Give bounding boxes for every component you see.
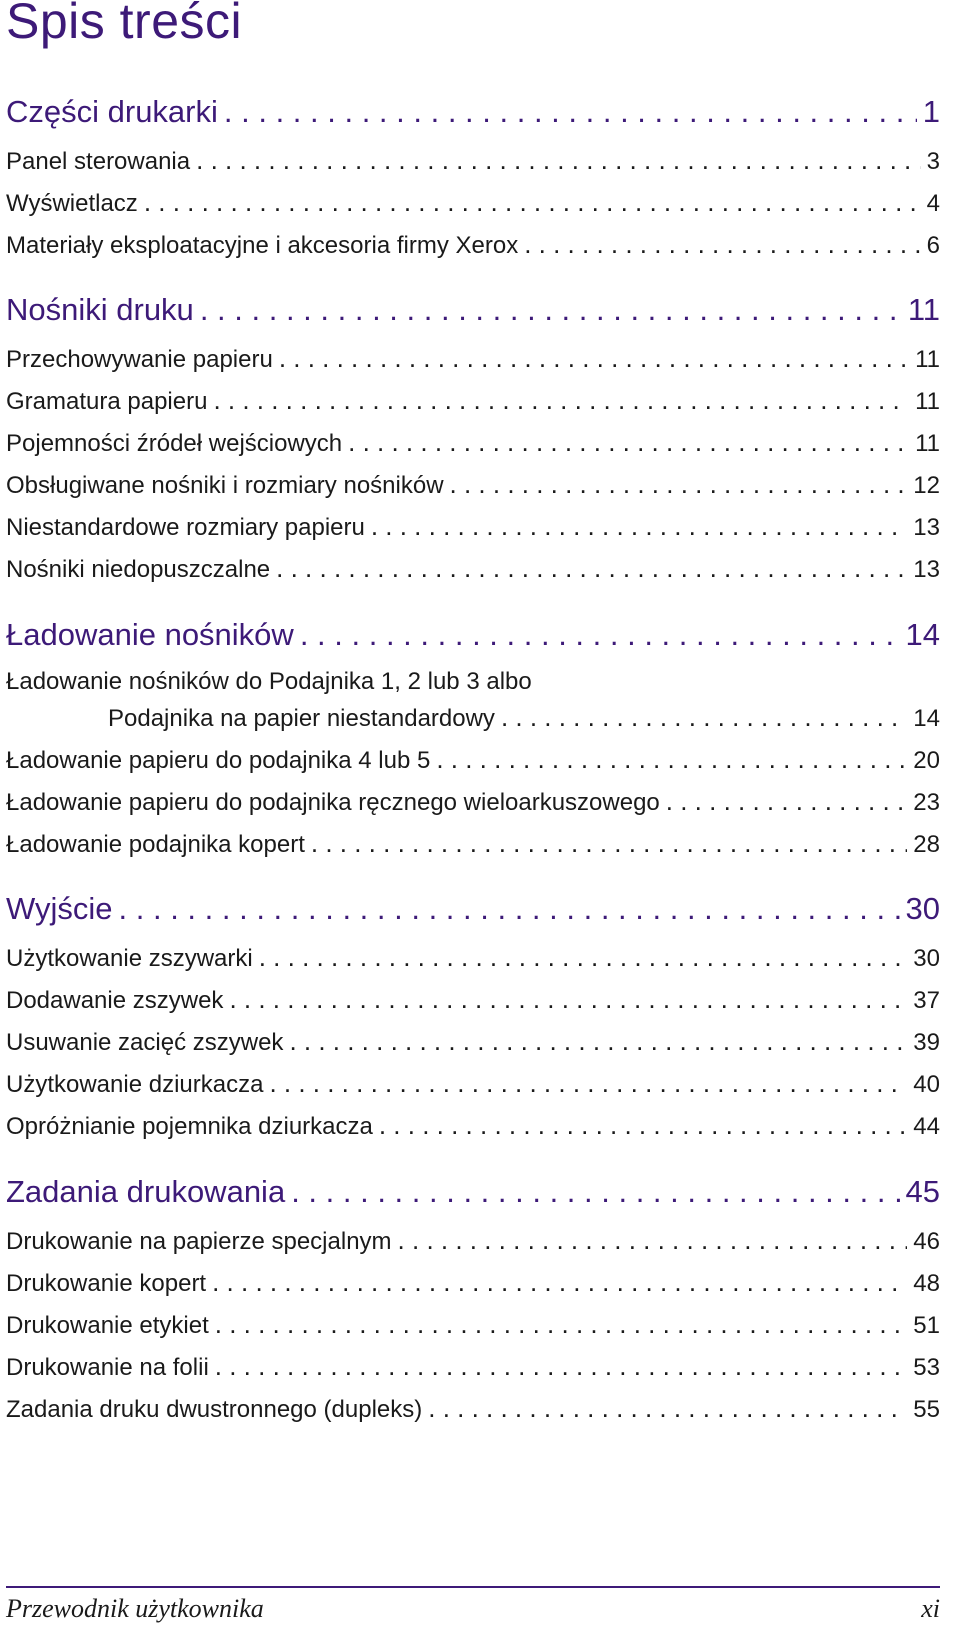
dot-leader	[279, 343, 909, 374]
dot-leader	[524, 229, 920, 260]
toc-entry-label: Niestandardowe rozmiary papieru	[6, 514, 365, 541]
toc-page-number: 30	[905, 891, 940, 926]
toc-entry-label: Drukowanie na folii	[6, 1354, 209, 1381]
footer-document-title: Przewodnik użytkownika	[6, 1594, 264, 1623]
toc-entry-wyswietlacz[interactable]	[6, 187, 940, 218]
toc-chapter-label: Wyjście	[6, 891, 113, 926]
toc-entry-oproznianie-pojemnika[interactable]	[6, 1110, 940, 1141]
dot-leader	[371, 511, 907, 542]
dot-leader	[311, 828, 907, 859]
toc-entry-label: Drukowanie etykiet	[6, 1312, 209, 1339]
toc-entry-uzytkowanie-zszywarki[interactable]	[6, 942, 940, 973]
toc-page-number: 23	[913, 789, 940, 816]
toc-page-number: 11	[915, 346, 940, 373]
toc-entry-dodawanie-zszywek[interactable]	[6, 984, 940, 1015]
toc-page-number: 48	[913, 1270, 940, 1297]
toc-entry-drukowanie-na-folii[interactable]	[6, 1351, 940, 1382]
dot-leader	[213, 385, 909, 416]
dot-leader	[300, 617, 900, 653]
toc-entry-label-line1[interactable]: Ładowanie nośników do Podajnika 1, 2 lub 3 albo	[6, 668, 532, 695]
toc-entry-drukowanie-kopert[interactable]	[6, 1267, 940, 1298]
dot-leader	[144, 187, 921, 218]
toc-page-number: 30	[913, 945, 940, 972]
toc-entry-usuwanie-zaciec[interactable]	[6, 1026, 940, 1057]
toc-entry-label: Drukowanie na papierze specjalnym	[6, 1228, 392, 1255]
toc-page-number: 40	[913, 1071, 940, 1098]
toc-entry-obslugiwane-nosniki[interactable]	[6, 469, 940, 500]
dot-leader	[450, 469, 908, 500]
toc-page-number: 51	[913, 1312, 940, 1339]
toc-entry-panel-sterowania[interactable]	[6, 145, 940, 176]
toc-chapter-label: Ładowanie nośników	[6, 617, 294, 652]
toc-chapter-nosniki-druku[interactable]	[6, 292, 940, 328]
toc-entry-label: Nośniki niedopuszczalne	[6, 556, 271, 583]
toc-page-number: 14	[913, 705, 940, 732]
toc-page-number: 53	[913, 1354, 940, 1381]
toc-entry-label: Opróżnianie pojemnika dziurkacza	[6, 1113, 373, 1140]
dot-leader	[224, 94, 917, 130]
toc-entry-label-line2: Podajnika na papier niestandardowy	[108, 705, 495, 732]
toc-chapter-label: Nośniki druku	[6, 292, 194, 327]
dot-leader	[289, 1026, 907, 1057]
dot-leader	[379, 1110, 907, 1141]
toc-entry-ladowanie-podajnika-kopert[interactable]	[6, 828, 940, 859]
toc-entry-nosniki-niedopuszczalne[interactable]	[6, 553, 940, 584]
toc-entry-label: Przechowywanie papieru	[6, 346, 273, 373]
toc-page-number: 3	[926, 148, 940, 175]
toc-page-number: 13	[913, 556, 940, 583]
toc-entry-label: Użytkowanie dziurkacza	[6, 1071, 264, 1098]
dot-leader	[501, 702, 907, 733]
toc-entry-materialy-eksploatacyjne[interactable]	[6, 229, 940, 260]
toc-entry-label: Użytkowanie zszywarki	[6, 945, 253, 972]
toc-entry-label: Ładowanie podajnika kopert	[6, 831, 305, 858]
toc-entry-zadania-druku-dwustronnego[interactable]	[6, 1393, 940, 1424]
toc-page-number: 14	[905, 617, 940, 652]
toc-entry-ladowanie-podajnika-4-5[interactable]	[6, 744, 940, 775]
toc-page-number: 39	[913, 1029, 940, 1056]
dot-leader	[428, 1393, 907, 1424]
dot-leader	[229, 984, 907, 1015]
dot-leader	[196, 145, 921, 176]
toc-page-number: 11	[907, 292, 940, 327]
toc-page-number: 12	[913, 472, 940, 499]
dot-leader	[200, 292, 902, 328]
toc-entry-label: Wyświetlacz	[6, 190, 138, 217]
dot-leader	[398, 1225, 908, 1256]
toc-page-number: 46	[913, 1228, 940, 1255]
dot-leader	[269, 1068, 907, 1099]
toc-page-number: 20	[913, 747, 940, 774]
toc-entry-niestandardowe-rozmiary[interactable]	[6, 511, 940, 542]
toc-entry-label: Obsługiwane nośniki i rozmiary nośników	[6, 472, 444, 499]
dot-leader	[215, 1309, 908, 1340]
toc-chapter-wyjscie[interactable]	[6, 891, 940, 927]
toc-page-number: 11	[915, 388, 940, 415]
toc-entry-pojemnosci-zrodel[interactable]	[6, 427, 940, 458]
toc-entry-label: Panel sterowania	[6, 148, 191, 175]
toc-entry-label: Zadania druku dwustronnego (dupleks)	[6, 1396, 423, 1423]
dot-leader	[291, 1174, 899, 1210]
toc-entry-label: Pojemności źródeł wejściowych	[6, 430, 343, 457]
toc-page-number: 11	[915, 430, 940, 457]
toc-page-number: 28	[913, 831, 940, 858]
toc-entry-label: Materiały eksploatacyjne i akcesoria firmy Xerox	[6, 232, 519, 259]
toc-entry-gramatura-papieru[interactable]	[6, 385, 940, 416]
dot-leader	[119, 891, 900, 927]
toc-entry-drukowanie-papier-specjalny[interactable]	[6, 1225, 940, 1256]
toc-entry-przechowywanie-papieru[interactable]	[6, 343, 940, 374]
toc-chapter-label: Części drukarki	[6, 94, 218, 129]
toc-entry-label: Ładowanie papieru do podajnika ręcznego wieloarkuszowego	[6, 789, 660, 816]
toc-page-number: 55	[913, 1396, 940, 1423]
toc-entry-label: Drukowanie kopert	[6, 1270, 207, 1297]
page-title: Spis treści	[6, 0, 243, 49]
toc-page-number: 37	[913, 987, 940, 1014]
toc-entry-drukowanie-etykiet[interactable]	[6, 1309, 940, 1340]
dot-leader	[666, 786, 908, 817]
dot-leader	[215, 1351, 908, 1382]
toc-chapter-label: Zadania drukowania	[6, 1174, 286, 1209]
toc-page-number: 4	[926, 190, 940, 217]
toc-page-number: 13	[913, 514, 940, 541]
toc-page-number: 44	[913, 1113, 940, 1140]
toc-page-number: 45	[905, 1174, 940, 1209]
toc-entry-uzytkowanie-dziurkacza[interactable]	[6, 1068, 940, 1099]
dot-leader	[348, 427, 909, 458]
toc-entry-label: Dodawanie zszywek	[6, 987, 224, 1014]
toc-chapter-zadania-drukowania[interactable]	[6, 1174, 940, 1210]
toc-page-number: 1	[922, 94, 940, 129]
toc-entry-ladowanie-podajnika-1-2-3[interactable]	[108, 702, 940, 733]
footer-divider	[6, 1586, 940, 1588]
toc-chapter-czesci-drukarki[interactable]	[6, 94, 940, 130]
dot-leader	[212, 1267, 907, 1298]
toc-chapter-ladowanie-nosnikow[interactable]	[6, 617, 940, 653]
dot-leader	[276, 553, 907, 584]
toc-page-number: 6	[926, 232, 940, 259]
dot-leader	[259, 942, 908, 973]
toc-entry-label: Ładowanie papieru do podajnika 4 lub 5	[6, 747, 431, 774]
toc-entry-label: Gramatura papieru	[6, 388, 208, 415]
toc-entry-ladowanie-podajnika-recznego[interactable]	[6, 786, 940, 817]
toc-entry-label: Usuwanie zacięć zszywek	[6, 1029, 284, 1056]
footer-page-number: xi	[921, 1594, 940, 1623]
dot-leader	[436, 744, 907, 775]
